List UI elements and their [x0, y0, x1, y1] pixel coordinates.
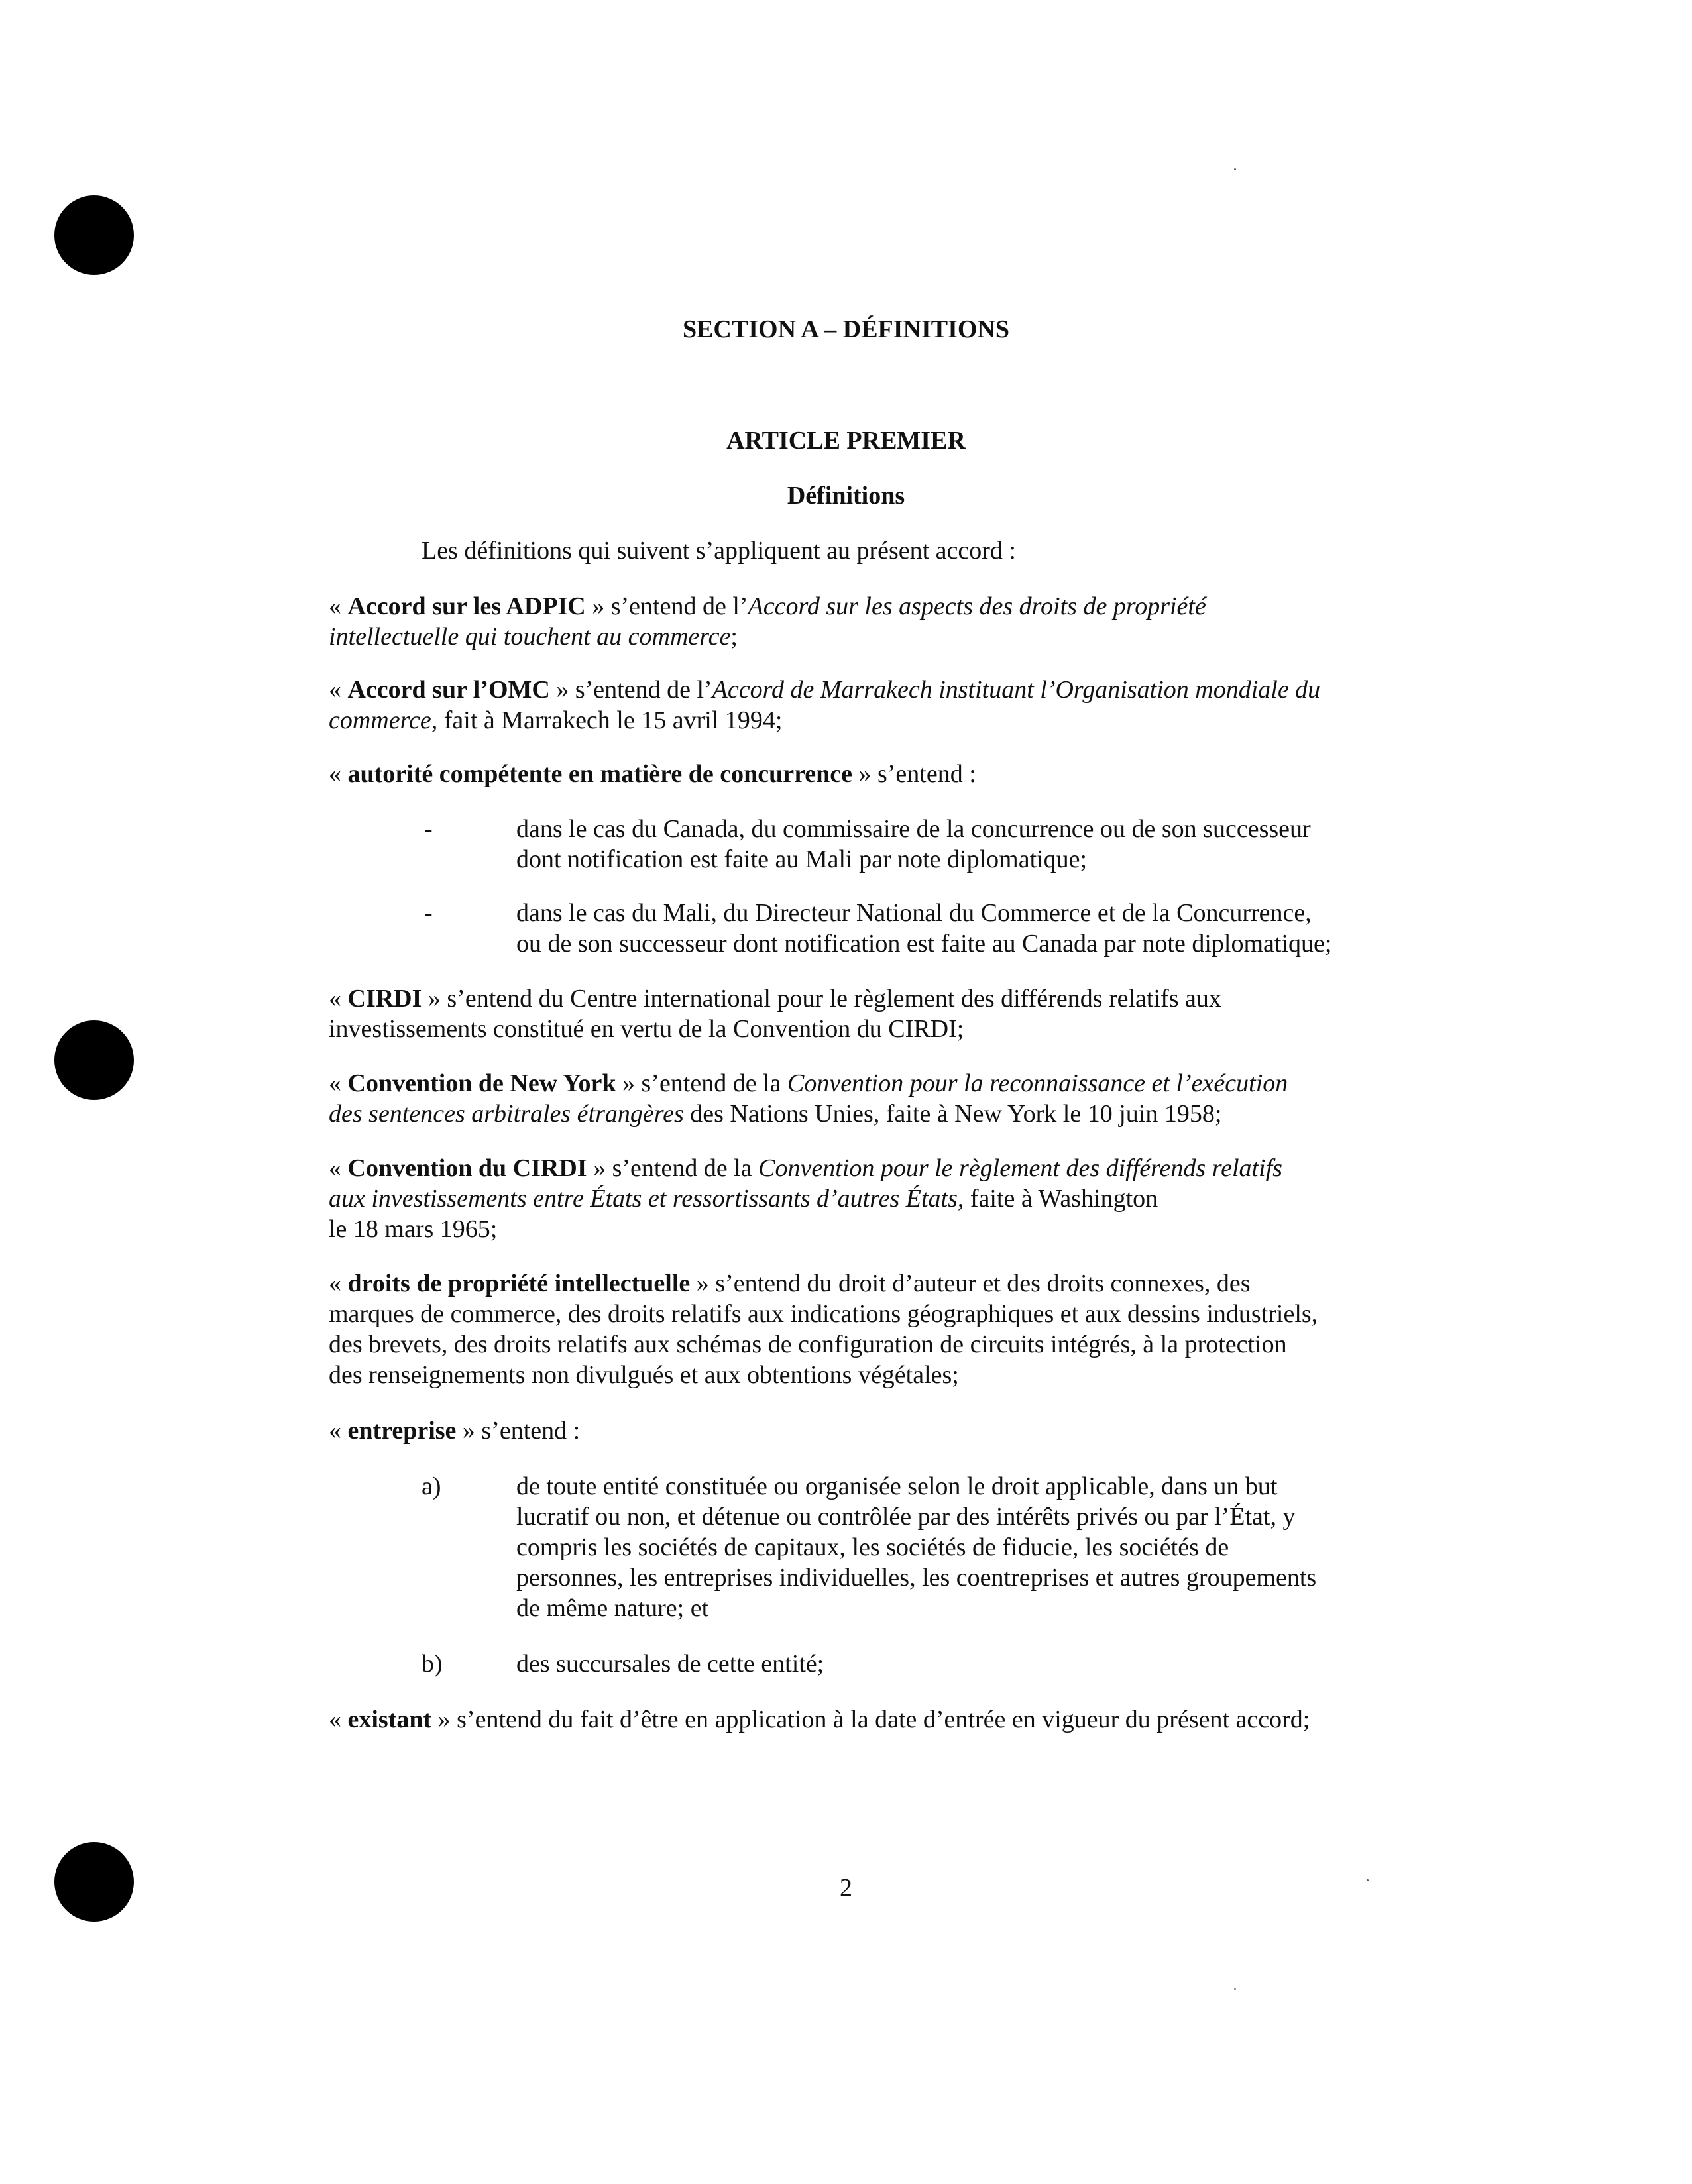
term-convention-cirdi: Convention du CIRDI: [347, 1154, 587, 1182]
list-marker: a): [422, 1472, 441, 1500]
list-item-text: de même nature; et: [516, 1594, 709, 1622]
list-item-text: personnes, les entreprises individuelles, les coentreprises et autres groupements: [516, 1564, 1317, 1592]
term-cirdi: CIRDI: [347, 985, 422, 1012]
punch-hole-top: [54, 195, 134, 275]
term-accord-omc: Accord sur l’OMC: [347, 676, 550, 704]
definition-existant-line1: « existant » s’entend du fait d’être en application à la date d’entrée en vigueur du présent accord;: [329, 1706, 1310, 1733]
term-accord-adpic: Accord sur les ADPIC: [347, 592, 586, 620]
scan-speck: [1234, 1988, 1236, 1990]
term-existant: existant: [347, 1706, 432, 1733]
definition-adpic-line2: intellectuelle qui touchent au commerce;: [329, 623, 738, 651]
list-item-text: ou de son successeur dont notification est faite au Canada par note diplomatique;: [516, 930, 1332, 957]
list-item-text: de toute entité constituée ou organisée selon le droit applicable, dans un but: [516, 1472, 1278, 1500]
intro-text: Les définitions qui suivent s’appliquent au présent accord :: [422, 537, 1016, 565]
article-subtitle: Définitions: [787, 482, 905, 510]
list-item-text: des succursales de cette entité;: [516, 1650, 824, 1678]
list-item-text: dans le cas du Mali, du Directeur National du Commerce et de la Concurrence,: [516, 899, 1312, 927]
list-item-text: compris les sociétés de capitaux, les sociétés de fiducie, les sociétés de: [516, 1533, 1229, 1561]
definition-entreprise-line1: « entreprise » s’entend :: [329, 1417, 581, 1445]
term-droits-propriete-intellectuelle: droits de propriété intellectuelle: [347, 1270, 691, 1297]
list-item-text: dont notification est faite au Mali par note diplomatique;: [516, 846, 1088, 873]
definition-omc-line1: « Accord sur l’OMC » s’entend de l’Accord de Marrakech instituant l’Organisation mondiale du: [329, 676, 1321, 704]
definition-cirdi-line2: investissements constitué en vertu de la Convention du CIRDI;: [329, 1015, 964, 1043]
term-entreprise: entreprise: [347, 1417, 457, 1445]
list-marker: -: [424, 899, 433, 927]
definition-pi-line1: « droits de propriété intellectuelle » s’entend du droit d’auteur et des droits connexes, des: [329, 1270, 1251, 1297]
definition-newyork-line1: « Convention de New York » s’entend de la Convention pour la reconnaissance et l’exécution: [329, 1069, 1288, 1097]
term-convention-new-york: Convention de New York: [347, 1069, 616, 1097]
article-title: ARTICLE PREMIER: [726, 427, 966, 455]
definition-pi-line4: des renseignements non divulgués et aux obtentions végétales;: [329, 1361, 959, 1389]
term-autorite-competente: autorité compétente en matière de concurrence: [347, 760, 852, 788]
definition-autorite-line1: « autorité compétente en matière de concurrence » s’entend :: [329, 760, 976, 788]
list-item-text: dans le cas du Canada, du commissaire de la concurrence ou de son successeur: [516, 815, 1311, 843]
definition-conv-cirdi-line1: « Convention du CIRDI » s’entend de la Convention pour le règlement des différends relatifs: [329, 1154, 1282, 1182]
section-title: SECTION A – DÉFINITIONS: [682, 315, 1010, 343]
definition-conv-cirdi-line3: le 18 mars 1965;: [329, 1215, 498, 1243]
definition-adpic-line1: « Accord sur les ADPIC » s’entend de l’Accord sur les aspects des droits de propriété: [329, 592, 1206, 620]
definition-cirdi-line1: « CIRDI » s’entend du Centre international pour le règlement des différends relatifs aux: [329, 985, 1221, 1012]
definition-conv-cirdi-line2: aux investissements entre États et ressortissants d’autres États, faite à Washington: [329, 1185, 1158, 1213]
scan-speck: [1234, 168, 1236, 170]
list-marker: b): [422, 1650, 443, 1678]
definition-omc-line2: commerce, fait à Marrakech le 15 avril 1994;: [329, 706, 783, 734]
list-item-text: lucratif ou non, et détenue ou contrôlée par des intérêts privés ou par l’État, y: [516, 1503, 1296, 1531]
punch-hole-middle: [54, 1020, 134, 1100]
definition-newyork-line2: des sentences arbitrales étrangères des Nations Unies, faite à New York le 10 juin 1958;: [329, 1100, 1222, 1128]
definition-pi-line3: des brevets, des droits relatifs aux schémas de configuration de circuits intégrés, à la protection: [329, 1331, 1287, 1358]
page-number: 2: [840, 1874, 852, 1902]
definition-pi-line2: marques de commerce, des droits relatifs aux indications géographiques et aux dessins industriels,: [329, 1300, 1318, 1328]
list-marker: -: [424, 815, 433, 843]
